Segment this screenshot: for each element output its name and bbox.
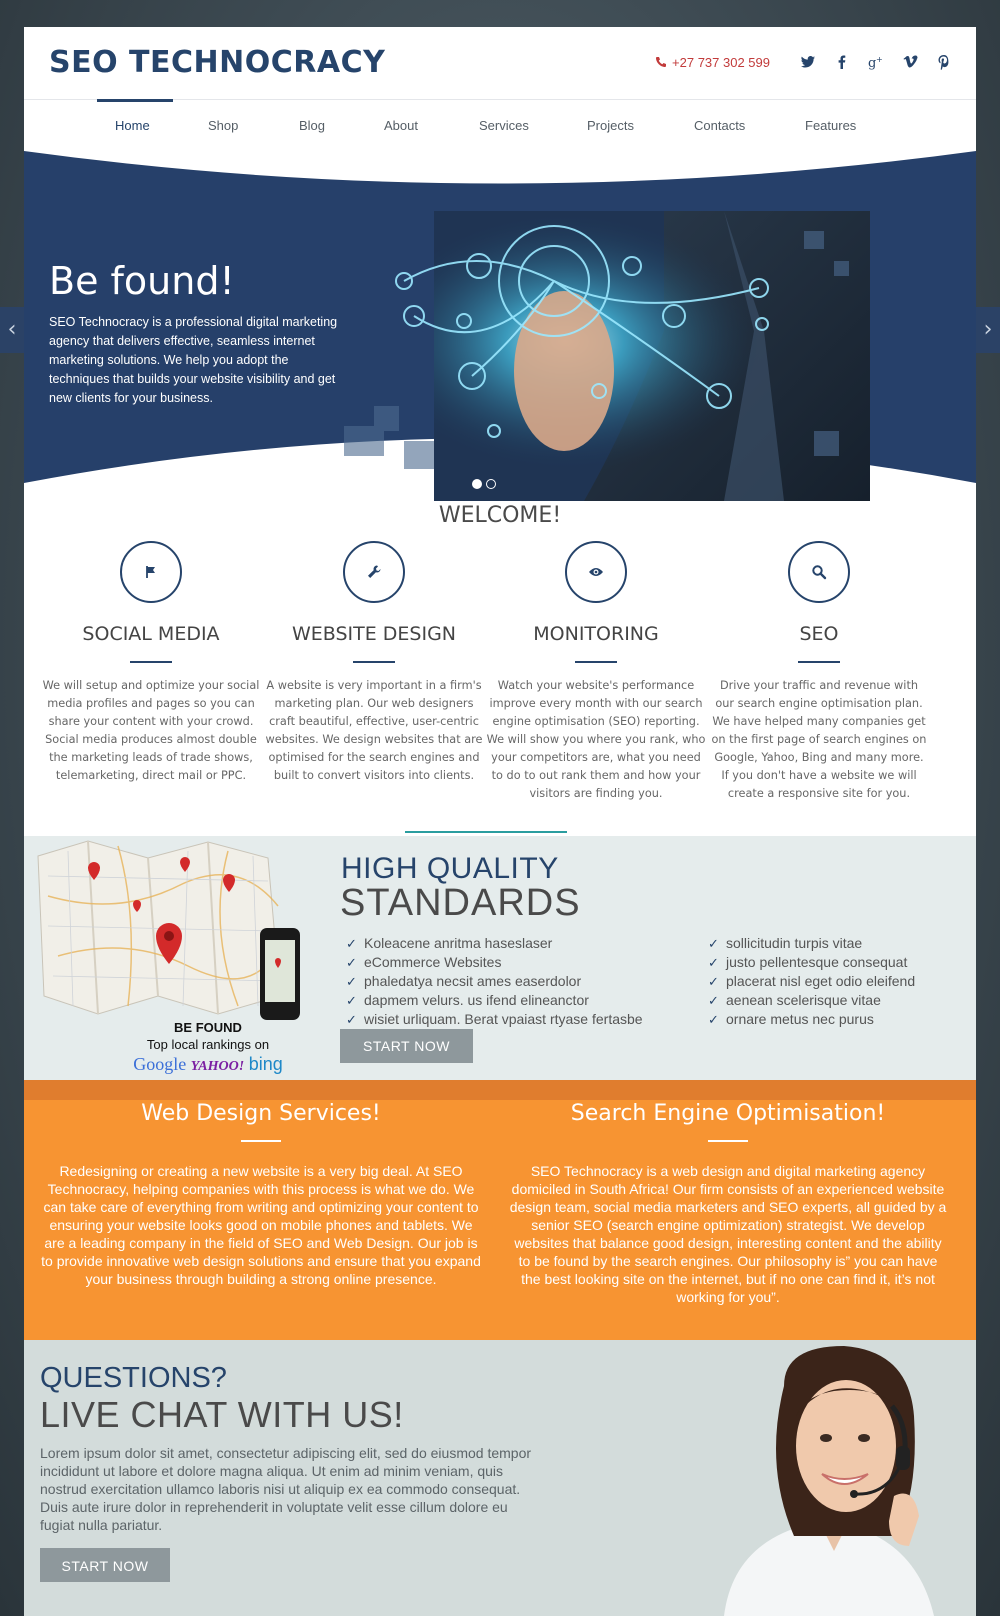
- list-item: ✓ phaledatya necsit ames easerdolor: [346, 973, 582, 989]
- orange-divider: [24, 1080, 976, 1100]
- feature-divider: [353, 661, 395, 663]
- features-section: [24, 541, 976, 871]
- facebook-icon[interactable]: [832, 53, 852, 71]
- slider-dots: [472, 479, 496, 489]
- section-divider: [405, 831, 567, 833]
- flag-icon: [120, 541, 182, 603]
- badge-title: BE FOUND: [174, 1020, 242, 1035]
- search-icon: [788, 541, 850, 603]
- feature-text: Watch your website's performance improve every month with our search engine optimisation (SEO) reporting. We will show you where you rank, who your competitors are, what you need to do to out rank them and how your visitors are finding you.: [486, 679, 706, 800]
- pinterest-icon[interactable]: [934, 53, 954, 71]
- chat-text: Lorem ipsum dolor sit amet, consectetur adipiscing elit, sed do eiusmod tempor incididunt ut labore et dolore magna aliqua. Ut enim ad minim veniam, quis nostrud exercitation ullamco laboris nisi ut aliquip ex ea commodo consequat. Duis aute irure dolor in reprehenderit in voluptate velit esse cillum dolore eu fugiat nulla pariatur.: [40, 1445, 532, 1533]
- phone-icon: [655, 56, 667, 68]
- hero-description: SEO Technocracy is a professional digital marketing agency that delivers effective, seamless internet marketing solutions. We help you adopt the techniques that builds your website visibility and get new clients for your business.: [49, 315, 338, 405]
- check-icon: ✓: [708, 936, 719, 951]
- services-title: Search Engine Optimisation!: [570, 1101, 886, 1126]
- hero-slider: [24, 131, 976, 541]
- standards-title: STANDARDS: [340, 882, 581, 924]
- slider-dot-1[interactable]: [472, 479, 482, 489]
- check-icon: ✓: [346, 1012, 357, 1027]
- list-item: ✓ sollicitudin turpis vitae: [708, 935, 863, 951]
- feature-title: SOCIAL MEDIA: [82, 623, 220, 645]
- list-item: ✓ wisiet urliquam. Berat vpaiast rtyase fertasbe: [346, 1011, 643, 1027]
- nav-item-contacts[interactable]: Contacts: [694, 118, 746, 133]
- standards-list-right: [708, 934, 915, 1029]
- standards-list-left: [346, 934, 643, 1029]
- slider-prev-arrow[interactable]: ‹: [0, 307, 24, 353]
- feature-text: A website is very important in a firm's marketing plan. Our web designers craft beautiful, effective, user-centric websites. We design websites that are optimised for the search engines and built to convert visitors into clients.: [265, 679, 483, 782]
- header-contact: [655, 53, 954, 71]
- feature-text: We will setup and optimize your social media profiles and pages so you can share your content with your crowd. Social media produces almost double the marketing leads of trade shows, telemarketing, direct mail or PPC.: [42, 679, 260, 782]
- check-icon: ✓: [346, 955, 357, 970]
- feature-title: SEO: [799, 623, 839, 645]
- page-container: [24, 27, 976, 1616]
- standards-subtitle: HIGH QUALITY: [341, 852, 559, 885]
- services-title: Web Design Services!: [141, 1101, 381, 1126]
- eye-icon: [565, 541, 627, 603]
- feature-seo: [709, 541, 929, 803]
- map-illustration: [28, 836, 308, 1080]
- list-item: ✓ eCommerce Websites: [346, 954, 502, 970]
- wrench-icon: [343, 541, 405, 603]
- nav-item-blog[interactable]: Blog: [299, 118, 326, 133]
- welcome-heading: WELCOME!: [438, 503, 562, 528]
- nav-active-indicator: [97, 99, 173, 102]
- feature-social-media: [41, 541, 261, 785]
- phone-text: +27 737 302 599: [672, 54, 770, 70]
- feature-monitoring: [486, 541, 706, 803]
- site-logo[interactable]: SEO TECHNOCRACY: [49, 45, 386, 80]
- chat-title: LIVE CHAT WITH US!: [40, 1394, 404, 1435]
- services-text: SEO Technocracy is a web design and digital marketing agency domiciled in South Africa! Our firm consists of an experienced website design team, social media marketers and SEO experts, all guided by a senior SEO (search engine optimization) strategist. We develop websites that balance good design, interesting content and the ability to be found by the search engines. Our philosophy is” you can have the best looking site on the internet, but if no one can find it, it’s not working for you”.: [509, 1163, 947, 1305]
- support-agent-photo: [704, 1346, 964, 1616]
- phone-number[interactable]: [655, 55, 770, 70]
- twitter-icon[interactable]: [798, 53, 818, 71]
- services-section: [24, 1100, 976, 1340]
- check-icon: ✓: [708, 955, 719, 970]
- google-plus-icon[interactable]: [866, 53, 886, 71]
- start-now-button[interactable]: START NOW: [340, 1029, 473, 1063]
- check-icon: ✓: [346, 974, 357, 989]
- badge-subtitle: Top local rankings on: [146, 1037, 270, 1052]
- feature-title: MONITORING: [533, 623, 659, 645]
- feature-text: Drive your traffic and revenue with our search engine optimisation plan. We have helped many companies get on the first page of search engines on Google, Yahoo, Bing and many more. If you don't have a website we will create a responsive site for you.: [711, 679, 927, 800]
- nav-item-features[interactable]: Features: [805, 118, 857, 133]
- list-item: ✓ justo pellentesque consequat: [708, 954, 908, 970]
- check-icon: ✓: [708, 974, 719, 989]
- list-item: ✓ Koleacene anritma haseslaser: [346, 935, 553, 951]
- nav-item-about[interactable]: About: [384, 118, 418, 133]
- svg-text:g: g: [868, 56, 877, 70]
- feature-divider: [575, 661, 617, 663]
- nav-item-home[interactable]: Home: [115, 118, 150, 133]
- bing-logo: bing: [248, 1054, 283, 1074]
- check-icon: ✓: [346, 936, 357, 951]
- check-icon: ✓: [708, 993, 719, 1008]
- nav-item-projects[interactable]: Projects: [587, 118, 634, 133]
- list-item: ✓ aenean scelerisque vitae: [708, 992, 881, 1008]
- services-divider: [708, 1140, 748, 1142]
- standards-section: [24, 836, 976, 1080]
- svg-text:+: +: [876, 55, 883, 64]
- feature-title: WEBSITE DESIGN: [291, 623, 457, 645]
- chat-start-now-button[interactable]: START NOW: [40, 1548, 170, 1582]
- services-divider: [241, 1140, 281, 1142]
- feature-divider: [130, 661, 172, 663]
- live-chat-section: [24, 1340, 976, 1616]
- be-found-badge: [118, 1020, 298, 1075]
- web-design-services: [41, 1100, 481, 1288]
- feature-website-design: [264, 541, 484, 785]
- vimeo-icon[interactable]: [900, 53, 920, 71]
- seo-services: [508, 1100, 948, 1306]
- list-item: ✓ ornare metus nec purus: [708, 1011, 874, 1027]
- feature-divider: [798, 661, 840, 663]
- search-engine-logos: [118, 1054, 298, 1075]
- header: [24, 27, 976, 99]
- hero-title: Be found!: [49, 259, 235, 303]
- yahoo-logo: YAHOO!: [190, 1059, 245, 1074]
- slider-dot-2[interactable]: [486, 479, 496, 489]
- check-icon: ✓: [708, 1012, 719, 1027]
- services-text: Redesigning or creating a new website is a very big deal. At SEO Technocracy, helping companies with this process is what we do. We can take care of everything from writing and optimizing your content to ensuring your website looks good on mobile phones and tablets. We are a leading company in the field of SEO and Web Design. Our job is to provide innovative web design solutions and ensure that you expand your business through building a strong online presence.: [41, 1163, 481, 1287]
- chat-subtitle: QUESTIONS?: [40, 1362, 227, 1394]
- list-item: ✓ placerat nisl eget odio eleifend: [708, 973, 916, 989]
- nav-item-services[interactable]: Services: [479, 118, 529, 133]
- list-item: ✓ dapmem velurs. us ifend elineanctor: [346, 992, 589, 1008]
- google-logo: Google: [133, 1054, 187, 1074]
- nav-item-shop[interactable]: Shop: [208, 118, 239, 133]
- check-icon: ✓: [346, 993, 357, 1008]
- slider-next-arrow[interactable]: ›: [976, 307, 1000, 353]
